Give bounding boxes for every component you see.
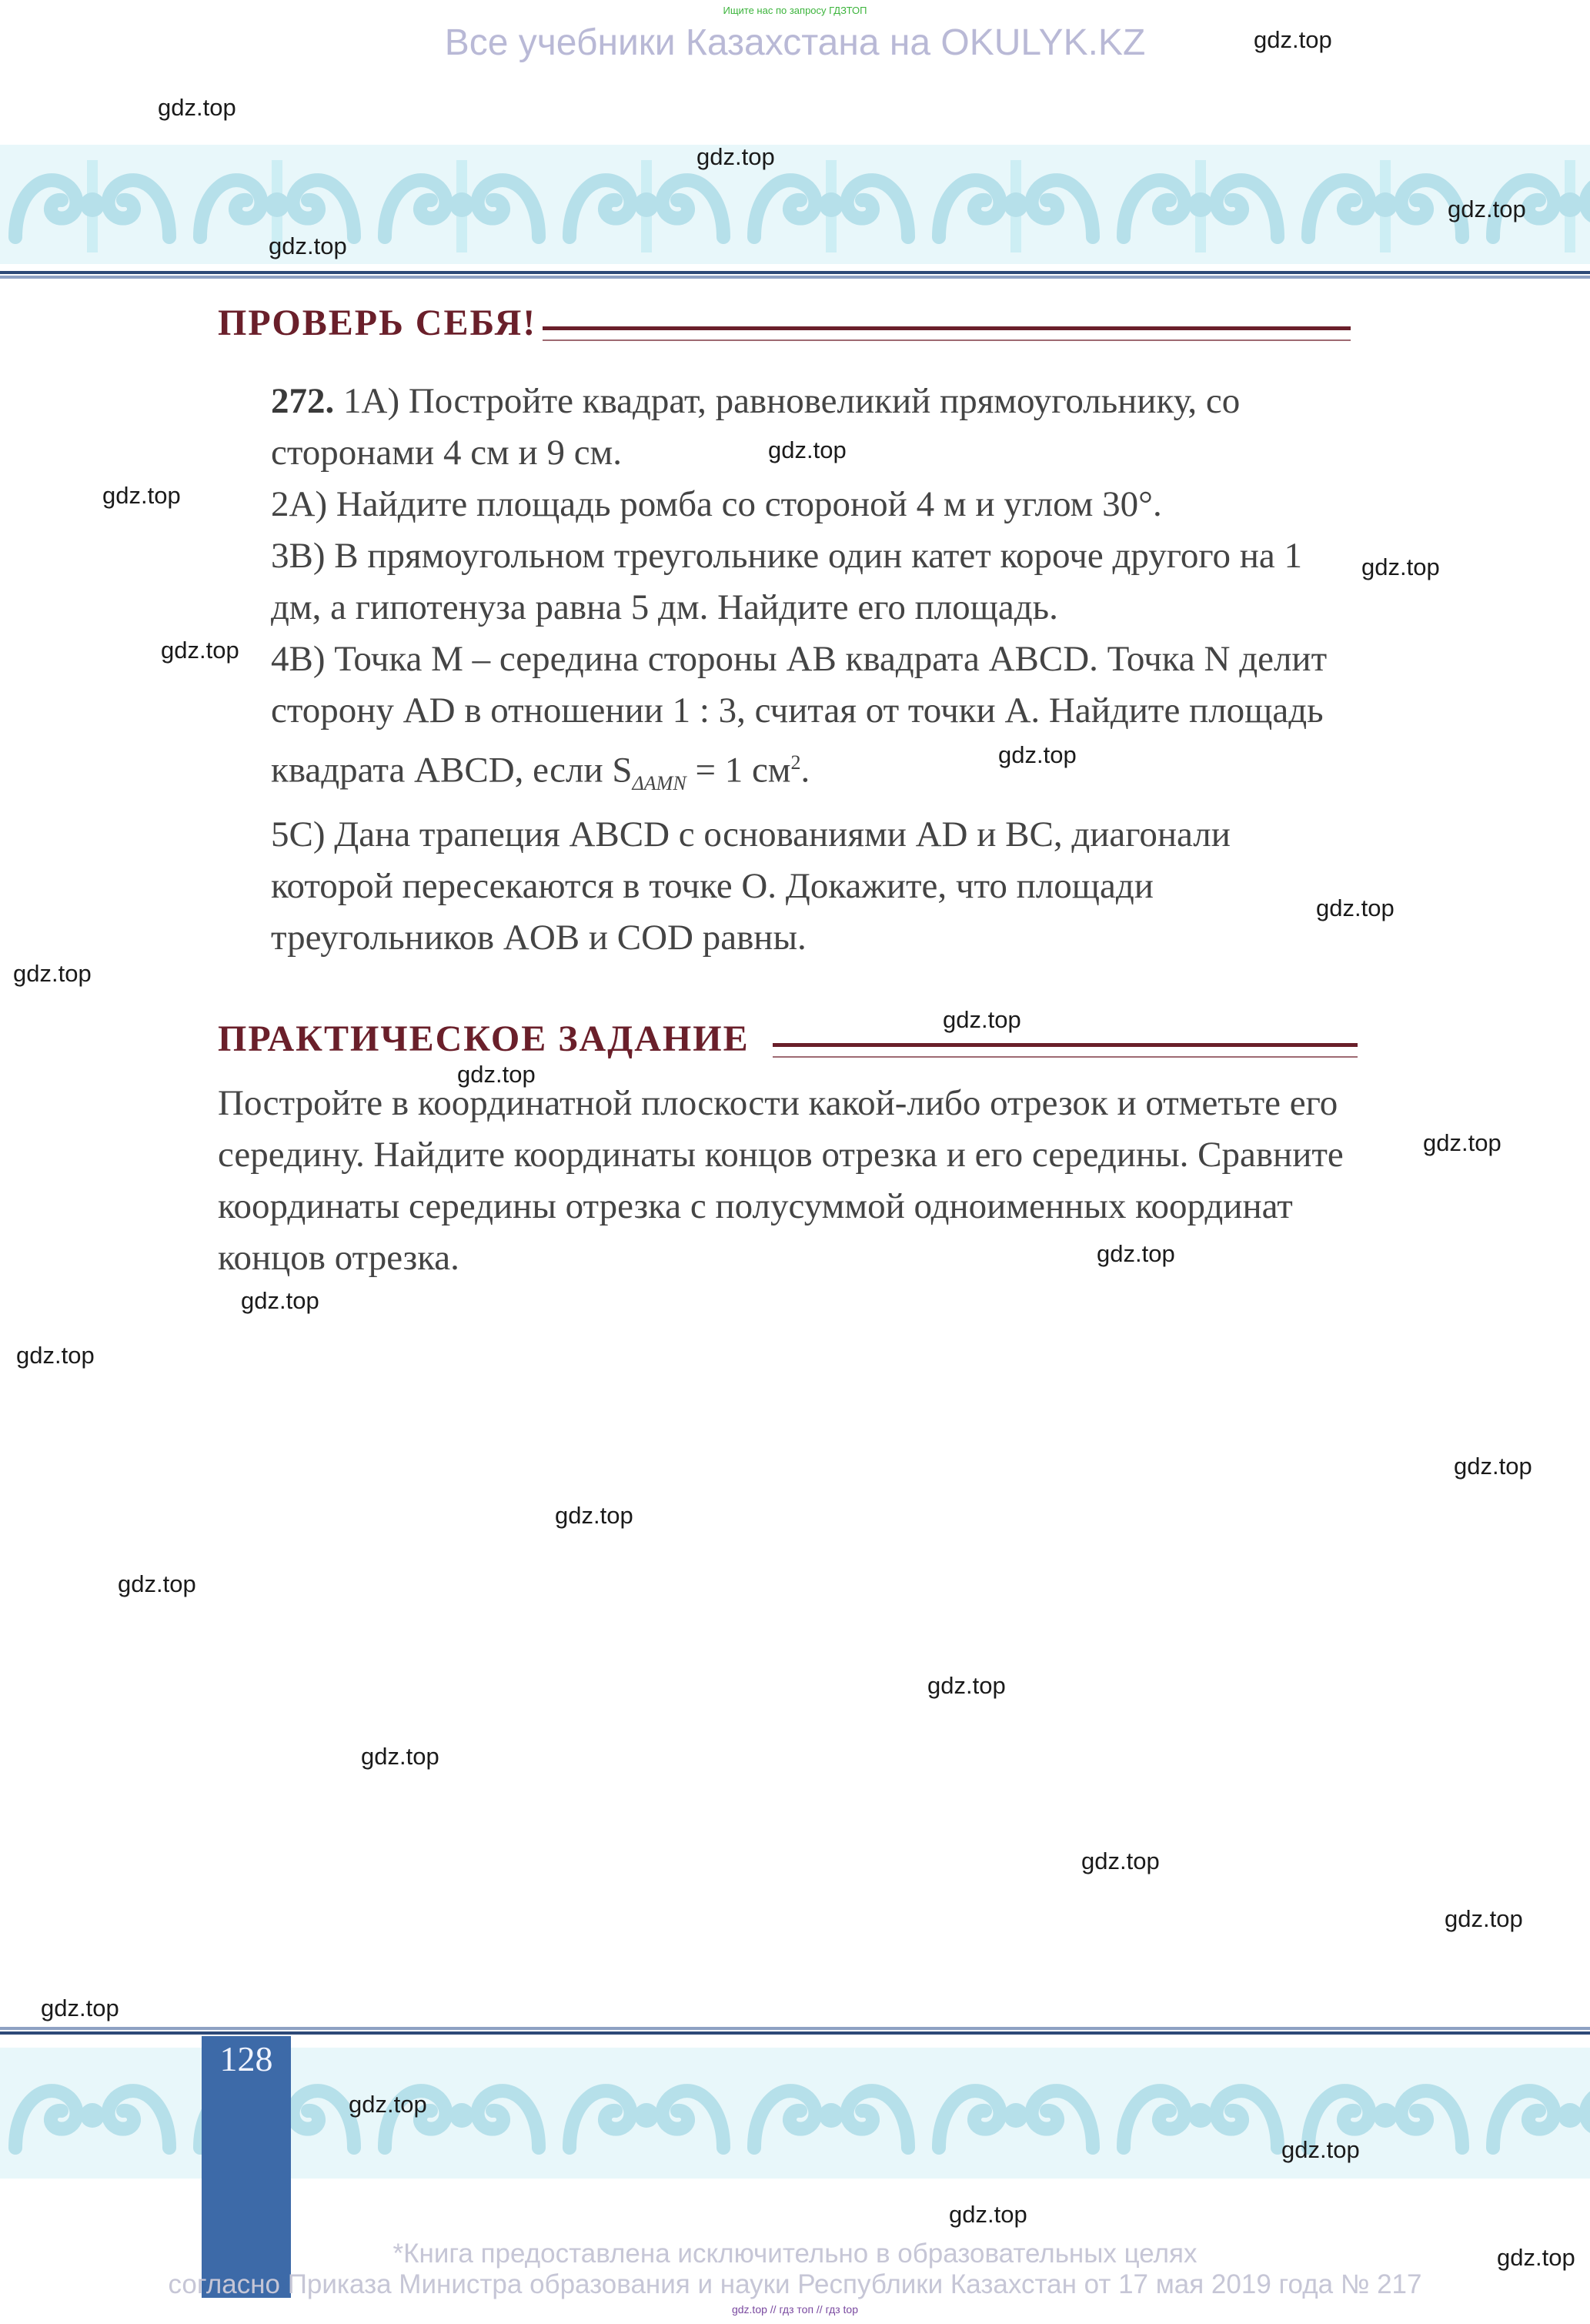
heading-rule [773, 1043, 1358, 1058]
watermark: gdz.top [1497, 2244, 1575, 2271]
watermark: gdz.top [1445, 1905, 1523, 1932]
footer-links[interactable]: gdz.top // гдз топ // гдз top [731, 2303, 859, 2316]
task-5: 5С) Дана трапеция ABCD с основаниями AD и BC, диагонали которой пересекаются в точке O. Докажите, что площади треугольников AOB и COD равны. [271, 814, 1231, 958]
watermark: gdz.top [1081, 1847, 1160, 1874]
practical-heading: ПРАКТИЧЕСКОЕ ЗАДАНИЕ [218, 1018, 750, 1059]
page-number: 128 [219, 2039, 273, 2078]
watermark: gdz.top [1097, 1240, 1175, 1267]
watermark: gdz.top [457, 1061, 536, 1088]
watermark: gdz.top [361, 1743, 439, 1770]
watermark: gdz.top [768, 436, 847, 463]
watermark: gdz.top [927, 1672, 1006, 1699]
watermark: gdz.top [1423, 1129, 1501, 1156]
watermark: gdz.top [1361, 553, 1440, 580]
footer-note-2: согласно Приказа Министра образования и науки Республики Казахстан от 17 мая 2019 года № 217 [168, 2269, 1422, 2299]
watermark: gdz.top [41, 1995, 119, 2021]
watermark: gdz.top [118, 1570, 196, 1597]
watermark: gdz.top [269, 232, 347, 259]
watermark: gdz.top [1254, 26, 1332, 53]
watermark: gdz.top [1448, 196, 1526, 222]
watermark: gdz.top [998, 741, 1077, 768]
watermark: gdz.top [1454, 1453, 1532, 1480]
site-banner[interactable]: Все учебники Казахстана на OKULYK.KZ [444, 22, 1146, 63]
problem-number: 272. [271, 381, 335, 421]
watermark: gdz.top [16, 1342, 95, 1369]
task-3: 3В) В прямоугольном треугольнике один катет короче другого на 1 дм, а гипотенуза равна 5 дм. Найдите его площадь. [271, 536, 1303, 627]
area-subscript: ΔAMN [632, 772, 686, 795]
practical-text: Постройте в координатной плоскости какой-либо отрезок и отметьте его середину. Найдите координаты концов отрезка и его середины. Сравните координаты середины отрезка с полусуммой одноименных координат концов отрезка. [218, 1083, 1344, 1278]
task-2: 2А) Найдите площадь ромба со стороной 4 м и углом 30°. [271, 484, 1162, 524]
task-4: 4В) Точка M – середина стороны AB квадрата ABCD. Точка N делит сторону AD в отношении 1 : 3, считая от точки A. Найдите площадь квадрата ABCD, если $S_{\Delta AMN} = 1$ $см^2$. [271, 639, 1328, 795]
top-divider [0, 271, 1590, 280]
ornament-band-top [0, 145, 1590, 264]
power-superscript: 2 [790, 751, 801, 774]
check-yourself-heading: ПРОВЕРЬ СЕБЯ! [218, 303, 537, 343]
watermark: gdz.top [943, 1006, 1021, 1033]
watermark: gdz.top [349, 2091, 427, 2118]
bottom-divider [0, 2027, 1590, 2036]
watermark: gdz.top [102, 482, 181, 509]
footer-note-1: *Книга предоставлена исключительно в образовательных целях [392, 2239, 1198, 2269]
heading-rule [543, 326, 1351, 341]
watermark: gdz.top [696, 143, 775, 170]
watermark: gdz.top [241, 1287, 319, 1314]
watermark: gdz.top [949, 2201, 1027, 2228]
task-1: 272. 1А) Постройте квадрат, равновеликий прямоугольнику, со сторонами 4 см и 9 см. [271, 381, 1241, 473]
watermark: gdz.top [1316, 894, 1395, 921]
watermark: gdz.top [13, 960, 92, 987]
watermark: gdz.top [158, 94, 236, 121]
watermark: gdz.top [161, 637, 239, 664]
search-hint: Ищите нас по запросу ГДЗТОП [723, 5, 867, 16]
watermark: gdz.top [555, 1502, 633, 1529]
watermark: gdz.top [1281, 2136, 1360, 2163]
